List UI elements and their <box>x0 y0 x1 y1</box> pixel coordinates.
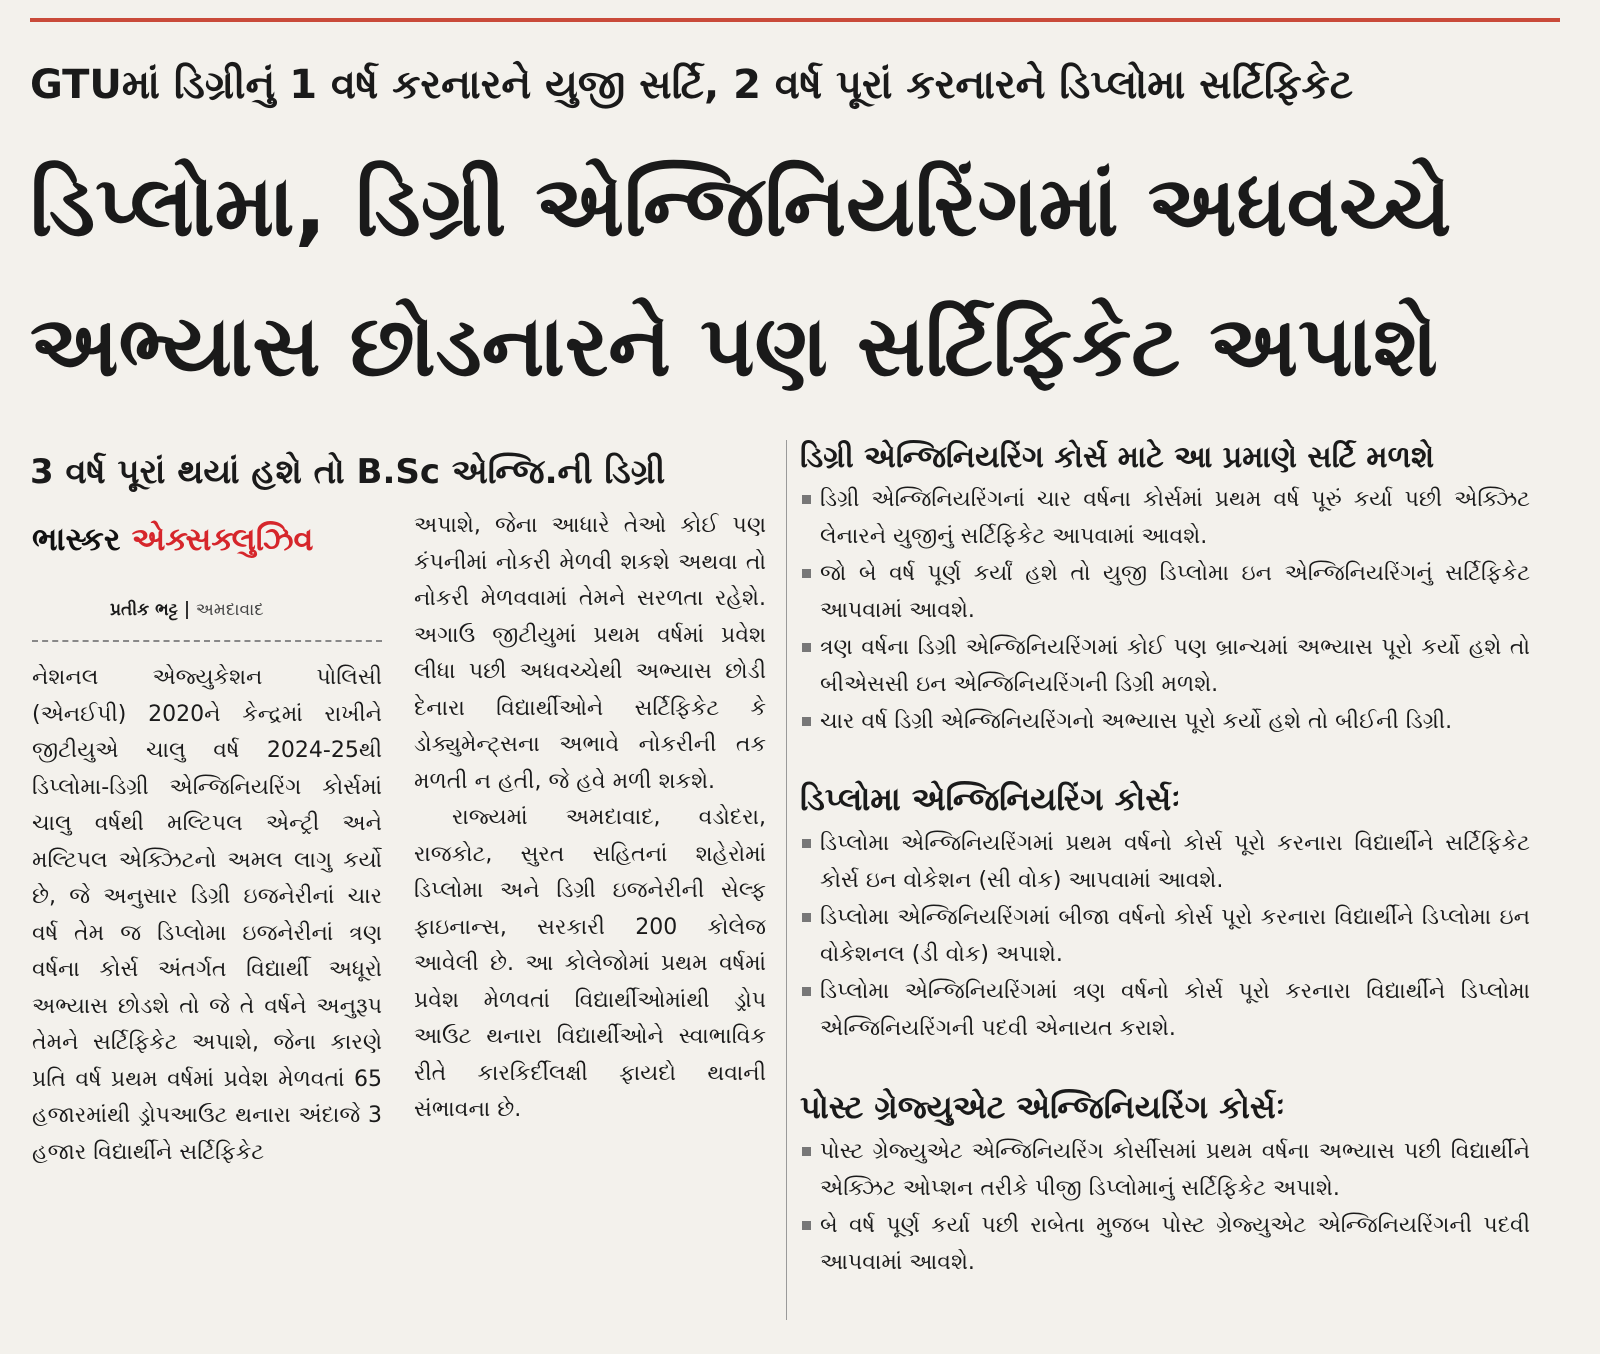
byline-divider <box>32 640 382 642</box>
bullet-item: પોસ્ટ ગ્રેજ્યુએટ એન્જિનિયરિંગ કોર્સીસમાં પ્રથમ વર્ષના અભ્યાસ પછી વિદ્યાર્થીને એક્ઝિટ ઓપ્શન તરીકે પીજી ડિપ્લોમાનું સર્ટિફિકેટ અપાશે. <box>800 1133 1530 1207</box>
bullet-item: ડિપ્લોમા એન્જિનિયરિંગમાં ત્રણ વર્ષનો કોર્સ પૂરો કરનારા વિદ્યાર્થીને ડિપ્લોમા એન્જિનિયરિંગની પદવી એનાયત કરાશે. <box>800 973 1530 1047</box>
bullet-item: ડિપ્લોમા એન્જિનિયરિંગમાં પ્રથમ વર્ષનો કોર્સ પૂરો કરનારા વિદ્યાર્થીને સર્ટિફિકેટ કોર્સ ઇન વોકેશન (સી વોક) આપવામાં આવશે. <box>800 825 1530 899</box>
bullet-item: ત્રણ વર્ષના ડિગ્રી એન્જિનિયરિંગમાં કોઈ પણ બ્રાન્ચમાં અભ્યાસ પૂરો કર્યો હશે તો બીએસસી ઇન એન્જિનિયરિંગની ડિગ્રી મળશે. <box>800 629 1530 703</box>
subheadline: 3 વર્ષ પૂરાં થયાં હશે તો B.Sc એન્જિ.ની ડિગ્રી <box>30 452 666 492</box>
kicker-headline: GTUમાં ડિગ્રીનું 1 વર્ષ કરનારને યુજી સર્ટિ, 2 વર્ષ પૂરાં કરનારને ડિપ્લોમા સર્ટિફિકેટ <box>30 62 1354 108</box>
brand-label <box>32 520 313 559</box>
section-title: ડિપ્લોમા એન્જિનિયરિંગ કોર્સઃ <box>800 780 1181 818</box>
degree-course-section <box>800 440 1530 740</box>
brand-name: ભાસ્કર <box>32 520 121 558</box>
brand-exclusive: એક્સક્લુઝિવ <box>131 520 314 558</box>
article-column-2 <box>414 508 766 1129</box>
bullet-item: બે વર્ષ પૂર્ણ કર્યા પછી રાબેતા મુજબ પોસ્ટ ગ્રેજ્યુએટ એન્જિનિયરિંગની પદવી આપવામાં આવશે. <box>800 1207 1530 1281</box>
bullet-item: જો બે વર્ષ પૂર્ણ કર્યાં હશે તો યુજી ડિપ્લોમા ઇન એન્જિનિયરિંગનું સર્ટિફિકેટ આપવામાં આવશે. <box>800 555 1530 629</box>
headline-line-2: અભ્યાસ છોડનારને પણ સર્ટિફિકેટ અપાશે <box>30 297 1438 395</box>
top-rule <box>30 18 1560 22</box>
headline-line-1: ડિપ્લોમા, ડિગ્રી એન્જિનિયરિંગમાં અધવચ્ચે <box>30 157 1452 255</box>
bullet-item: ડિપ્લોમા એન્જિનિયરિંગમાં બીજા વર્ષનો કોર્સ પૂરો કરનારા વિદ્યાર્થીને ડિપ્લોમા ઇન વોકેશનલ (ડી વોક) અપાશે. <box>800 899 1530 973</box>
byline-separator <box>186 601 188 619</box>
column-divider <box>786 440 787 1320</box>
byline <box>110 600 264 620</box>
bullet-list <box>800 481 1530 740</box>
bullet-item: ચાર વર્ષ ડિગ્રી એન્જિનિયરિંગનો અભ્યાસ પૂરો કર્યો હશે તો બીઈની ડિગ્રી. <box>800 703 1530 740</box>
article-paragraph: રાજ્યમાં અમદાવાદ, વડોદરા, રાજકોટ, સુરત સહિતનાં શહેરોમાં ડિપ્લોમા અને ડિગ્રી ઇજનેરીની સેલ્ફ ફાઇનાન્સ, સરકારી 200 કોલેજ આવેલી છે. આ કોલેજોમાં પ્રથમ વર્ષમાં પ્રવેશ મેળવતાં વિદ્યાર્થીઓમાંથી ડ્રોપ આઉટ થનારા વિદ્યાર્થીઓને સ્વાભાવિક રીતે કારકિર્દીલક્ષી ફાયદો થવાની સંભાવના છે. <box>414 805 766 1122</box>
dateline-city: અમદાવાદ <box>195 600 264 620</box>
article-column-1: નેશનલ એજ્યુકેશન પોલિસી (એનઈપી) 2020ને કેન્દ્રમાં રાખીને જીટીયુએ ચાલુ વર્ષ 2024-25થી ડિપ્લોમા-ડિગ્રી એન્જિનિયરિંગ કોર્સમાં ચાલુ વર્ષથી મલ્ટિપલ એન્ટ્રી અને મલ્ટિપલ એક્ઝિટનો અમલ લાગુ કર્યો છે, જે અનુસાર ડિગ્રી ઇજનેરીનાં ચાર વર્ષ તેમ જ ડિપ્લોમા ઇજનેરીનાં ત્રણ વર્ષના કોર્સ અંતર્ગત વિદ્યાર્થી અધૂરો અભ્યાસ છોડશે તો જે તે વર્ષને અનુરૂપ તેમને સર્ટિફિકેટ અપાશે, જેના કારણે પ્રતિ વર્ષ પ્રથમ વર્ષમાં પ્રવેશ મેળવતાં 65 હજારમાંથી ડ્રોપઆઉટ થનારા અંદાજે 3 હજાર વિદ્યાર્થીને સર્ટિફિકેટ <box>32 665 382 1165</box>
bullet-list <box>800 825 1530 1047</box>
postgraduate-course-section <box>800 1088 1530 1281</box>
diploma-course-section <box>800 780 1530 1047</box>
section-title: પોસ્ટ ગ્રેજ્યુએટ એન્જિનિયરિંગ કોર્સઃ <box>800 1088 1285 1126</box>
bullet-list <box>800 1133 1530 1281</box>
article-paragraph: અપાશે, જેના આધારે તેઓ કોઈ પણ કંપનીમાં નોકરી મેળવી શકશે અથવા તો નોકરી મેળવવામાં તેમને સરળતા રહેશે. અગાઉ જીટીયુમાં પ્રથમ વર્ષમાં પ્રવેશ લીધા પછી અધવચ્ચેથી અભ્યાસ છોડી દેનારા વિદ્યાર્થીઓને સર્ટિફિકેટ કે ડોક્યુમેન્ટ્સના અભાવે નોકરીની તક મળતી ન હતી, જે હવે મળી શકશે. <box>414 513 766 794</box>
section-title: ડિગ્રી એન્જિનિયરિંગ કોર્સ માટે આ પ્રમાણે સર્ટિ મળશે <box>800 440 1435 475</box>
author-name: પ્રતીક ભટ્ટ <box>110 600 178 620</box>
bullet-item: ડિગ્રી એન્જિનિયરિંગનાં ચાર વર્ષના કોર્સમાં પ્રથમ વર્ષ પૂરું કર્યા પછી એક્ઝિટ લેનારને યુજીનું સર્ટિફિકેટ આપવામાં આવશે. <box>800 481 1530 555</box>
